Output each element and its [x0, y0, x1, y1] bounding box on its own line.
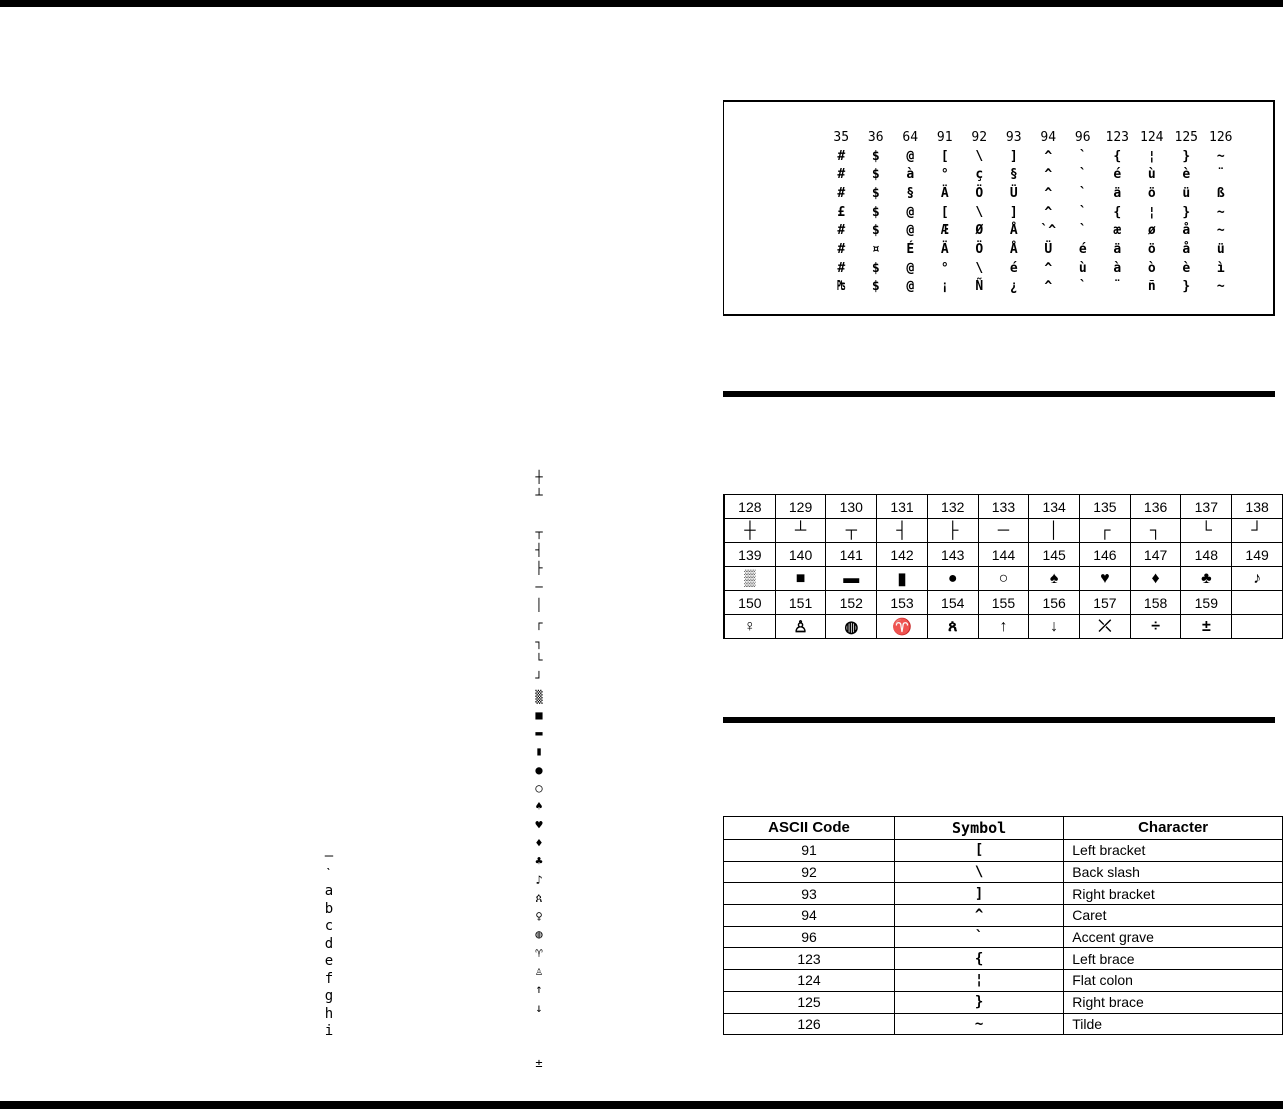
- character-cell: ¨: [1113, 279, 1122, 295]
- symbol-cell: [: [895, 840, 1064, 862]
- national-set-row: [824, 240, 1238, 259]
- graphics-code-cell: 138: [1232, 495, 1283, 519]
- graphics-symbol-cell: ┼: [724, 519, 775, 543]
- code-header-cell: 126: [1209, 129, 1233, 145]
- character-cell: ~: [1216, 279, 1225, 295]
- glyph-item: f: [324, 970, 334, 987]
- graphics-code-cell: 142: [877, 543, 928, 567]
- glyph-item: ○: [535, 781, 543, 796]
- symbol-cell: ¦: [895, 970, 1064, 992]
- character-cell: ì: [1216, 260, 1225, 276]
- character-cell: ø: [1147, 223, 1156, 239]
- graphics-code-cell: 159: [1181, 591, 1232, 615]
- character-cell: $: [871, 185, 880, 201]
- graphics-code-cell: 154: [927, 591, 978, 615]
- graphics-character-grid: [723, 494, 1283, 639]
- national-set-row: [824, 165, 1238, 184]
- glyph-item: [531, 1017, 547, 1035]
- character-cell: \: [975, 260, 984, 276]
- character-cell: $: [871, 279, 880, 295]
- character-cell: ^: [1044, 204, 1053, 220]
- character-cell: å: [1182, 241, 1191, 257]
- ascii-code-table: [723, 816, 1283, 1035]
- character-cell: ß: [1216, 185, 1225, 201]
- code-header-cell: 93: [1005, 129, 1022, 145]
- character-name-cell: Accent grave: [1064, 926, 1283, 948]
- character-cell: ₧: [837, 279, 846, 295]
- character-cell: ä: [1113, 241, 1122, 257]
- graphics-symbol-cell: └: [1181, 519, 1232, 543]
- table-row: [724, 861, 1283, 883]
- glyph-list-b: [531, 468, 547, 1072]
- table-row: [724, 926, 1283, 948]
- graphics-code-cell: 147: [1130, 543, 1181, 567]
- graphics-code-cell: 152: [826, 591, 877, 615]
- glyph-item: h: [324, 1005, 334, 1022]
- character-name-cell: Caret: [1064, 905, 1283, 927]
- character-cell: ç: [975, 167, 984, 183]
- character-cell: $: [871, 223, 880, 239]
- character-cell: @: [906, 260, 915, 276]
- glyph-item: d: [324, 935, 334, 952]
- character-cell: ~: [1216, 223, 1225, 239]
- character-cell: ö: [1147, 241, 1156, 257]
- graphics-code-cell: 129: [775, 495, 826, 519]
- glyph-item: ጰ: [535, 890, 543, 905]
- character-cell: #: [837, 260, 846, 276]
- character-cell: ~: [1216, 204, 1225, 220]
- graphics-symbol-cell: ÷: [1130, 615, 1181, 639]
- graphics-symbol-cell: ▒: [724, 567, 775, 591]
- national-set-row: [824, 184, 1238, 203]
- glyph-item: [531, 1035, 547, 1053]
- character-cell: Å: [1009, 223, 1018, 239]
- character-cell: ^: [1044, 185, 1053, 201]
- table-row: [724, 905, 1283, 927]
- character-cell: é: [1078, 241, 1087, 257]
- character-cell: Ø: [975, 223, 984, 239]
- glyph-item: ↓: [535, 1000, 543, 1015]
- glyph-item: ●: [535, 762, 543, 777]
- character-cell: @: [906, 279, 915, 295]
- graphics-symbol-cell: ●: [927, 567, 978, 591]
- character-cell: @: [906, 223, 915, 239]
- character-cell: $: [871, 167, 880, 183]
- character-cell: ü: [1182, 185, 1191, 201]
- character-cell: ¦: [1147, 204, 1156, 220]
- glyph-item: ◍: [535, 927, 543, 942]
- graphics-code-cell: [1232, 591, 1283, 615]
- national-code-header: [824, 128, 1238, 147]
- glyph-item: c: [324, 918, 334, 934]
- character-cell: å: [1182, 223, 1191, 239]
- glyph-item: ┤: [535, 543, 543, 558]
- character-cell: Ü: [1044, 241, 1053, 257]
- ascii-code-cell: 125: [724, 991, 895, 1013]
- graphics-code-cell: 150: [724, 591, 775, 615]
- character-cell: `: [1078, 279, 1087, 295]
- glyph-item: —: [324, 848, 334, 864]
- character-cell: è: [1182, 167, 1191, 183]
- character-name-cell: Right bracket: [1064, 883, 1283, 905]
- glyph-item: ┌: [535, 616, 543, 631]
- character-cell: Æ: [940, 223, 949, 239]
- character-cell: {: [1113, 148, 1122, 164]
- glyph-item: ♈: [535, 945, 543, 960]
- graphics-code-cell: 158: [1130, 591, 1181, 615]
- graphics-code-cell: 135: [1080, 495, 1131, 519]
- ascii-code-cell: 96: [724, 926, 895, 948]
- graphics-symbol-row: [724, 615, 1283, 639]
- graphics-code-cell: 139: [724, 543, 775, 567]
- graphics-code-cell: 157: [1080, 591, 1131, 615]
- character-cell: `: [1078, 204, 1087, 220]
- character-cell: ù: [1147, 167, 1156, 183]
- glyph-item: ♦: [535, 835, 543, 850]
- character-name-cell: Back slash: [1064, 861, 1283, 883]
- symbol-cell: }: [895, 991, 1064, 1013]
- section-rule-graphics: [723, 391, 1275, 397]
- character-cell: Ö: [975, 241, 984, 257]
- ascii-code-cell: 94: [724, 905, 895, 927]
- graphics-symbol-cell: ┬: [826, 519, 877, 543]
- glyph-item: │: [535, 598, 543, 613]
- glyph-item: e: [324, 953, 334, 969]
- ascii-code-cell: 93: [724, 883, 895, 905]
- code-header-cell: 36: [867, 129, 884, 145]
- symbol-cell: {: [895, 948, 1064, 970]
- graphics-code-cell: 153: [877, 591, 928, 615]
- character-cell: `: [1078, 223, 1087, 239]
- ascii-code-cell: 123: [724, 948, 895, 970]
- graphics-symbol-cell: ♪: [1232, 567, 1283, 591]
- graphics-symbol-cell: ├: [927, 519, 978, 543]
- glyph-item: ♥: [535, 817, 543, 832]
- character-cell: Ö: [975, 185, 984, 201]
- character-cell: #: [837, 167, 846, 183]
- glyph-item: ↑: [535, 982, 543, 997]
- table-row: [724, 883, 1283, 905]
- code-header-cell: 35: [833, 129, 850, 145]
- graphics-symbol-cell: ጰ: [927, 615, 978, 639]
- character-cell: `: [1078, 167, 1087, 183]
- graphics-code-cell: 132: [927, 495, 978, 519]
- character-cell: `: [1078, 185, 1087, 201]
- character-cell: ü: [1216, 241, 1225, 257]
- character-cell: ^: [1044, 167, 1053, 183]
- header-character: Character: [1064, 817, 1283, 840]
- graphics-symbol-cell: ○: [978, 567, 1029, 591]
- graphics-code-cell: 156: [1029, 591, 1080, 615]
- character-cell: ^: [1044, 148, 1053, 164]
- character-cell: ]: [1009, 204, 1018, 220]
- glyph-list-a: [321, 848, 337, 1041]
- glyph-item: ─: [535, 579, 543, 594]
- character-cell: °: [940, 167, 949, 183]
- national-set-row: [824, 147, 1238, 166]
- character-cell: é: [1009, 260, 1018, 276]
- graphics-symbol-cell: ♣: [1181, 567, 1232, 591]
- header-ascii-code: ASCII Code: [724, 817, 895, 840]
- character-cell: §: [1009, 167, 1018, 183]
- glyph-item: ┘: [535, 671, 543, 686]
- graphics-code-cell: 148: [1181, 543, 1232, 567]
- character-cell: Ä: [940, 241, 949, 257]
- character-cell: #: [837, 241, 846, 257]
- table-row: [724, 840, 1283, 862]
- graphics-code-cell: 146: [1080, 543, 1131, 567]
- graphics-symbol-cell: [1232, 615, 1283, 639]
- graphics-code-row: [724, 495, 1283, 519]
- glyph-item: i: [324, 1023, 334, 1039]
- character-name-cell: Left bracket: [1064, 840, 1283, 862]
- graphics-symbol-cell: ♦: [1130, 567, 1181, 591]
- code-header-cell: 124: [1140, 129, 1164, 145]
- graphics-symbol-cell: ±: [1181, 615, 1232, 639]
- graphics-symbol-cell: │: [1029, 519, 1080, 543]
- glyph-item: [531, 505, 547, 523]
- national-character-set-panel: [723, 100, 1275, 316]
- graphics-symbol-cell: ▮: [877, 567, 928, 591]
- table-row: [724, 1013, 1283, 1035]
- character-name-cell: Left brace: [1064, 948, 1283, 970]
- character-cell: }: [1182, 204, 1191, 220]
- character-cell: $: [871, 204, 880, 220]
- code-header-cell: 123: [1105, 129, 1129, 145]
- graphics-symbol-cell: ▬: [826, 567, 877, 591]
- glyph-item: ├: [535, 561, 543, 576]
- character-cell: §: [906, 185, 915, 201]
- graphics-code-cell: 140: [775, 543, 826, 567]
- character-cell: ö: [1147, 185, 1156, 201]
- glyph-item: ♙: [535, 964, 543, 979]
- graphics-symbol-cell: ■: [775, 567, 826, 591]
- character-name-cell: Tilde: [1064, 1013, 1283, 1035]
- graphics-symbol-cell: ◍: [826, 615, 877, 639]
- glyph-item: a: [324, 883, 334, 899]
- national-set-row: [824, 203, 1238, 222]
- character-cell: `: [1078, 148, 1087, 164]
- character-cell: é: [1113, 167, 1122, 183]
- ascii-code-cell: 126: [724, 1013, 895, 1035]
- character-cell: [: [940, 204, 949, 220]
- symbol-cell: \: [895, 861, 1064, 883]
- symbol-cell: ~: [895, 1013, 1064, 1035]
- glyph-item: g: [324, 988, 334, 1004]
- glyph-item: ┼: [535, 470, 543, 484]
- bottom-rule: [0, 1101, 1283, 1109]
- character-cell: #: [837, 223, 846, 239]
- character-cell: É: [906, 241, 915, 257]
- national-set-row: [824, 221, 1238, 240]
- glyph-item: └: [535, 652, 543, 667]
- character-cell: }: [1182, 279, 1191, 295]
- character-cell: {: [1113, 204, 1122, 220]
- glyph-item: ♠: [535, 799, 543, 814]
- ascii-code-cell: 124: [724, 970, 895, 992]
- character-cell: °: [940, 260, 949, 276]
- glyph-item: ▮: [535, 744, 543, 759]
- character-cell: ¤: [871, 241, 880, 257]
- character-cell: ¿: [1009, 279, 1018, 295]
- graphics-code-cell: 141: [826, 543, 877, 567]
- national-set-row: [824, 278, 1238, 297]
- graphics-symbol-cell: ♈: [877, 615, 928, 639]
- glyph-item: ■: [535, 707, 543, 722]
- graphics-code-cell: 143: [927, 543, 978, 567]
- graphics-symbol-cell: ┴: [775, 519, 826, 543]
- graphics-symbol-cell: ┌: [1080, 519, 1131, 543]
- graphics-symbol-row: [724, 519, 1283, 543]
- code-header-cell: 125: [1174, 129, 1198, 145]
- graphics-code-cell: 137: [1181, 495, 1232, 519]
- symbol-cell: ]: [895, 883, 1064, 905]
- ascii-code-cell: 92: [724, 861, 895, 883]
- symbol-cell: `: [895, 926, 1064, 948]
- character-cell: Å: [1009, 241, 1018, 257]
- glyph-item: b: [324, 900, 334, 917]
- graphics-symbol-cell: ┐: [1130, 519, 1181, 543]
- character-cell: ä: [1113, 185, 1122, 201]
- character-cell: #: [837, 148, 846, 164]
- national-set-row: [824, 259, 1238, 278]
- graphics-code-cell: 134: [1029, 495, 1080, 519]
- table-row: [724, 948, 1283, 970]
- symbol-cell: ^: [895, 905, 1064, 927]
- character-cell: ù: [1078, 260, 1087, 276]
- glyph-item: ┐: [535, 634, 543, 649]
- character-cell: è: [1182, 260, 1191, 276]
- character-cell: ñ: [1147, 279, 1156, 295]
- glyph-item: ±: [535, 1055, 543, 1070]
- character-cell: £: [837, 204, 846, 220]
- character-cell: æ: [1113, 223, 1122, 239]
- top-rule: [0, 0, 1283, 7]
- graphics-code-cell: 144: [978, 543, 1029, 567]
- graphics-code-cell: 151: [775, 591, 826, 615]
- graphics-symbol-cell: ─: [978, 519, 1029, 543]
- graphics-symbol-cell: ♥: [1080, 567, 1131, 591]
- graphics-code-cell: 145: [1029, 543, 1080, 567]
- glyph-item: ♣: [535, 854, 543, 869]
- graphics-code-cell: 136: [1130, 495, 1181, 519]
- graphics-symbol-cell: ♙: [775, 615, 826, 639]
- character-cell: ~: [1216, 148, 1225, 164]
- graphics-code-row: [724, 543, 1283, 567]
- character-cell: }: [1182, 148, 1191, 164]
- character-cell: Ä: [940, 185, 949, 201]
- graphics-symbol-cell: ⤫: [1080, 615, 1131, 639]
- graphics-symbol-cell: ♀: [724, 615, 775, 639]
- glyph-item: ♀: [535, 909, 543, 924]
- character-cell: ò: [1147, 260, 1156, 276]
- glyph-item: ▬: [535, 726, 543, 741]
- header-symbol: Symbol: [895, 817, 1064, 840]
- character-cell: @: [906, 148, 915, 164]
- section-rule-ascii: [723, 717, 1275, 723]
- graphics-symbol-cell: ┤: [877, 519, 928, 543]
- graphics-symbol-cell: ♠: [1029, 567, 1080, 591]
- ascii-code-cell: 91: [724, 840, 895, 862]
- character-cell: @: [906, 204, 915, 220]
- character-cell: $: [871, 148, 880, 164]
- character-cell: [: [940, 148, 949, 164]
- character-cell: à: [906, 167, 915, 183]
- character-cell: ^: [1044, 279, 1053, 295]
- glyph-item: ▒: [535, 689, 543, 704]
- graphics-code-cell: 130: [826, 495, 877, 519]
- code-header-cell: 64: [902, 129, 919, 145]
- table-row: [724, 991, 1283, 1013]
- graphics-code-cell: 128: [724, 495, 775, 519]
- glyph-item: ˋ: [324, 865, 334, 882]
- character-cell: `^: [1040, 223, 1057, 239]
- national-character-grid: [824, 128, 1238, 296]
- character-cell: à: [1113, 260, 1122, 276]
- graphics-code-cell: 131: [877, 495, 928, 519]
- glyph-item: ┬: [535, 524, 543, 539]
- character-cell: Ñ: [975, 279, 984, 295]
- character-cell: ^: [1044, 260, 1053, 276]
- code-header-cell: 94: [1040, 129, 1057, 145]
- character-cell: ¨: [1216, 167, 1225, 183]
- character-cell: ¡: [940, 279, 949, 295]
- character-cell: $: [871, 260, 880, 276]
- graphics-symbol-cell: ┘: [1232, 519, 1283, 543]
- graphics-code-cell: 133: [978, 495, 1029, 519]
- glyph-item: ♪: [535, 872, 543, 887]
- table-row: [724, 970, 1283, 992]
- graphics-symbol-cell: ↑: [978, 615, 1029, 639]
- graphics-code-cell: 155: [978, 591, 1029, 615]
- code-header-cell: 92: [971, 129, 988, 145]
- ascii-header-row: [724, 817, 1283, 840]
- character-cell: ¦: [1147, 148, 1156, 164]
- graphics-code-cell: 149: [1232, 543, 1283, 567]
- character-cell: ]: [1009, 148, 1018, 164]
- code-header-cell: 96: [1074, 129, 1091, 145]
- character-name-cell: Flat colon: [1064, 970, 1283, 992]
- character-cell: \: [975, 204, 984, 220]
- graphics-code-row: [724, 591, 1283, 615]
- glyph-item: ┴: [535, 488, 543, 503]
- character-cell: Ü: [1009, 185, 1018, 201]
- graphics-symbol-cell: ↓: [1029, 615, 1080, 639]
- graphics-symbol-row: [724, 567, 1283, 591]
- character-cell: \: [975, 148, 984, 164]
- character-name-cell: Right brace: [1064, 991, 1283, 1013]
- character-cell: #: [837, 185, 846, 201]
- code-header-cell: 91: [936, 129, 953, 145]
